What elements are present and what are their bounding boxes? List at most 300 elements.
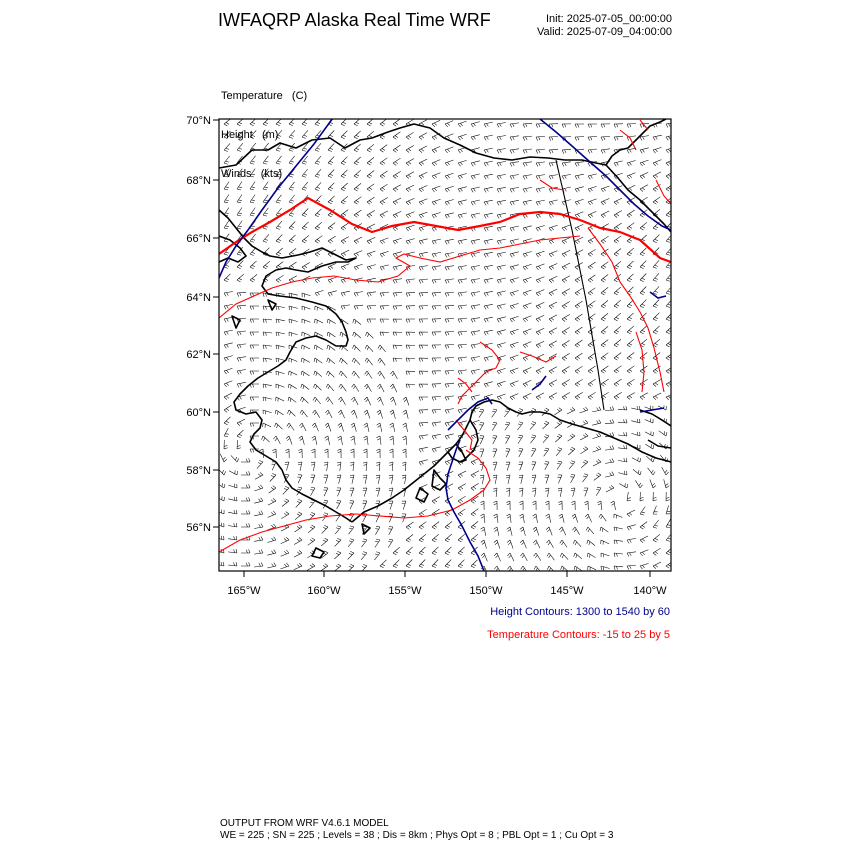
wind-barb [497,239,506,244]
wind-barb [614,249,621,257]
wind-barb [484,148,493,153]
wind-barb [354,292,363,297]
wind-barb [614,300,621,308]
wind-barb [458,357,467,362]
wind-barb [627,161,636,167]
wind-barb [314,371,322,377]
wind-barb [536,264,544,270]
init-time: Init: 2025-07-05_00:00:00 [546,13,672,25]
wind-barb [224,343,233,349]
wind-barb [653,380,661,387]
wind-barb [571,501,575,510]
wind-barb [562,380,570,387]
wind-barb [497,226,506,231]
wind-barb [361,552,367,560]
wind-barb [445,200,454,206]
wind-barb [315,222,322,230]
wind-barb [323,488,328,496]
wind-barb [599,514,606,521]
wind-barb [458,484,466,491]
wind-barb [640,172,648,178]
wind-barb [250,319,259,323]
wind-barb [432,358,441,362]
wind-barb [432,345,441,349]
wind-barb [393,185,401,192]
wind-barb [653,172,661,179]
wind-barb [633,469,641,475]
wind-barb [237,357,246,362]
wind-barb [298,449,302,458]
wind-barb [224,274,231,282]
wind-barb [315,306,323,311]
wind-barb [580,420,588,426]
wind-barb [549,328,557,335]
wind-barb [402,475,406,484]
wind-barb [510,162,519,167]
wind-barb [523,367,531,374]
wind-barb [354,144,361,152]
wind-barb [445,434,454,440]
wind-barb [241,523,250,527]
wind-barb [445,370,454,374]
wind-barb [557,461,562,469]
wind-barb [536,367,544,374]
lat-label: 56°N [186,522,211,534]
wind-barb [326,371,334,377]
wind-barb [536,149,545,154]
wind-barb [432,239,441,244]
wind-barb [287,423,294,430]
wind-barb [507,527,512,536]
wind-barb [327,319,335,324]
wind-barb [325,410,332,418]
wind-barb [471,135,480,141]
wind-barb [267,550,276,556]
wind-barb [640,522,647,530]
wind-barb [471,187,480,192]
wind-barb [471,369,480,374]
wind-barb [445,396,454,401]
wind-barb [640,393,648,400]
wind-barb [575,137,584,141]
wind-barb [224,405,232,412]
wind-barb [445,173,454,179]
wind-barb [614,223,622,230]
wind-barb [664,479,670,488]
wind-barb [351,410,357,418]
wind-barb [480,514,485,523]
wind-barb [406,547,413,555]
lat-label: 58°N [186,465,211,477]
wind-barb [492,409,497,417]
wind-barb [493,501,497,510]
wind-barb [365,332,373,338]
wind-barb [363,449,367,458]
wind-barb [432,160,440,166]
wind-barb [224,417,231,425]
wind-barb [393,198,401,205]
wind-barb [254,511,263,516]
wind-barb [587,553,595,558]
wind-barb [419,447,428,452]
wind-barb [285,449,289,458]
wind-barb [560,540,567,547]
wind-barb [302,263,310,270]
wind-barb [484,330,493,335]
wind-barb [406,292,415,296]
wind-barb [351,436,356,445]
wind-barb [653,135,662,140]
wind-barb [237,195,242,203]
wind-barb [281,537,289,543]
wind-barb [362,539,368,547]
wind-barb [224,304,233,309]
wind-barb [311,475,315,483]
wind-barb [341,291,350,296]
wind-barb [380,184,388,191]
wind-barb [327,358,335,364]
wind-barb [388,527,393,535]
wind-barb [558,475,563,483]
wind-barb [458,292,467,297]
wind-barb [288,397,296,402]
wind-barb [545,475,549,484]
wind-barb [606,485,614,492]
wind-barb [605,472,614,477]
wind-barb [445,121,453,127]
wind-barb [562,263,570,270]
field-height: Height (m) [221,129,279,141]
wind-barb [479,436,484,444]
wind-barb [575,301,583,308]
wind-barb [627,148,636,153]
wind-barb [497,213,506,218]
wind-barb [497,136,506,141]
wind-barb [287,410,295,416]
wind-barb [367,197,375,204]
wind-barb [419,522,426,530]
wind-barb [406,306,415,310]
wind-barb [458,134,467,140]
wind-barb [354,237,362,244]
wind-barb [276,275,284,282]
wind-barb [419,159,427,166]
wind-barb [471,161,480,167]
wind-barb [523,149,532,154]
wind-barb [585,514,591,522]
wind-barb [250,234,256,242]
wind-barb [627,492,631,501]
valid-time: Valid: 2025-07-09_04:00:00 [537,26,672,38]
wind-barb [536,175,545,180]
wind-barb [289,182,295,190]
wind-barb [520,514,525,523]
wind-barb [494,527,499,536]
wind-barb [568,447,575,455]
wind-barb [479,422,484,430]
wind-barb [389,449,393,458]
wind-barb [352,345,360,351]
wind-barb [445,534,452,542]
wind-barb [653,562,661,569]
wind-barb [523,316,531,322]
wind-barb [458,187,467,193]
wind-barb [614,211,622,218]
wind-barb [484,187,493,192]
wind-barb [348,551,354,559]
wind-barb [562,289,570,296]
wind-barb [497,317,506,323]
wind-barb [545,488,549,497]
wind-barb [523,329,531,335]
wind-barb [562,314,570,321]
wind-barb [376,488,380,497]
wind-barb [458,279,467,284]
wind-barb [627,510,635,517]
wind-barb [393,265,402,270]
wind-barb [321,564,329,571]
wind-barb [419,292,428,296]
wind-barb [376,475,380,484]
wind-barb [494,514,499,523]
wind-barb [559,527,566,535]
wind-barb [592,407,601,412]
wind-barb [406,279,415,284]
wind-barb [281,563,290,569]
wind-barb [254,537,263,542]
wind-barb [302,169,308,177]
wind-barb [523,200,532,205]
wind-barb [601,326,608,334]
wind-barb [549,225,558,231]
wind-barb [601,300,608,308]
wind-barb [547,566,555,573]
wind-barb [406,384,415,388]
wind-barb [276,397,284,402]
wind-barb [432,266,441,271]
wind-barb [367,305,376,309]
wind-barb [393,132,400,139]
wind-barb [216,510,224,514]
wind-barb [614,261,621,269]
wind-barb [393,171,401,178]
wind-barb [315,156,321,164]
wind-barb [640,492,644,501]
wind-barb [484,239,493,244]
wind-barb [283,486,289,494]
wind-barb [432,384,441,388]
wind-barb [365,358,373,365]
wind-barb [380,265,389,270]
wind-barb [510,175,519,180]
wind-barb [584,488,588,496]
wind-barb [471,521,478,529]
wind-barb [645,419,653,424]
wind-barb [504,409,510,417]
wind-barb [601,540,609,545]
wind-barb [432,547,439,555]
wind-barb [627,274,634,282]
wind-barb [523,226,532,232]
latitude-labels [186,115,211,534]
wind-barb [458,471,466,478]
wind-barb [544,462,549,470]
wind-barb [471,318,480,323]
wind-barb [592,433,601,439]
wind-barb [432,252,441,257]
wind-barb [432,173,440,179]
lon-label: 140°W [633,585,667,597]
wind-barb [228,549,237,553]
wind-barb [298,462,302,471]
wind-barb [324,449,328,458]
wind-barb [497,149,506,154]
wind-barb [302,182,308,190]
wind-barb [549,149,558,153]
wind-barb [311,462,315,471]
field-winds: Winds (kts) [221,168,283,180]
wind-barb [263,410,272,414]
wind-barb [406,146,414,153]
wind-barb [640,379,648,386]
wind-barb [380,119,387,127]
wind-barb [341,196,348,204]
wind-barb [627,552,636,557]
wind-barb [328,291,337,297]
wind-barb [419,422,428,426]
wind-barb [419,371,428,375]
wind-barb [506,501,510,510]
wind-barb [458,160,467,166]
wind-barb [510,368,518,374]
wind-barb [309,500,315,508]
wind-barb [341,305,350,310]
wind-barb [432,434,441,439]
wind-barb [419,252,428,257]
wind-barb [640,507,645,515]
wind-barb [341,264,349,270]
wind-barb [351,423,357,432]
field-temperature: Temperature (C) [221,90,308,102]
wind-barb [521,566,528,573]
wind-barb [517,422,523,430]
wind-barb [250,423,259,427]
wind-barb [376,449,380,458]
wind-barb [523,123,532,127]
wind-barb [419,460,428,466]
wind-barb [432,522,439,530]
wind-barb [575,314,583,321]
wind-barb [237,331,246,336]
wind-barb [311,449,315,458]
wind-barb [556,448,562,456]
wind-barb [301,358,309,363]
wind-barb [289,195,295,203]
wind-barb [536,226,545,232]
wind-barb [390,410,396,419]
lon-label: 145°W [550,585,584,597]
wind-barb [567,407,575,414]
wind-barb [313,397,321,404]
wind-barb [224,317,233,322]
wind-barb [640,261,646,269]
wind-barb [640,563,649,569]
wind-barb [380,251,389,257]
wind-barb [393,292,402,296]
wind-barb [588,366,596,373]
wind-barb [377,410,383,419]
wind-barb [272,462,277,470]
wind-barb [285,462,289,471]
wind-barb [224,169,229,177]
wind-barb [263,358,272,362]
wind-barb [364,410,370,419]
wind-barb [569,461,575,469]
wind-barb [432,397,441,401]
wind-barb [493,449,498,457]
wind-barb [268,498,276,505]
lat-label: 60°N [186,407,211,419]
wind-barb [419,279,428,284]
wind-barb [445,522,452,530]
wind-barb [458,331,467,336]
wind-barb [523,380,531,387]
wind-barb [255,472,263,479]
wind-barb [627,538,636,543]
wind-barb [484,161,493,166]
wind-barb [575,212,583,218]
wind-barb [286,436,292,445]
wind-barb [257,461,263,469]
wind-barb [263,156,268,164]
wind-barb [653,300,659,308]
wind-barb [250,358,259,362]
wind-barb [237,143,243,151]
wind-barb [341,157,347,165]
wind-barb [281,512,289,519]
wind-barb [224,368,233,374]
wind-barb [605,419,614,423]
wind-barb [250,208,255,216]
wind-barb [614,366,621,373]
wind-barb [484,304,493,309]
wind-barb [614,198,622,205]
wind-barb [601,313,608,321]
wind-barb [367,171,374,179]
wind-barb [263,332,272,336]
wind-barb [575,392,583,399]
wind-barb [364,423,369,432]
wind-barb [471,458,479,465]
wind-barb [378,358,385,365]
wind-barb [510,226,519,231]
wind-barb [562,162,571,167]
wind-barb [267,563,276,568]
wind-barb [640,160,649,166]
wind-barb [315,290,324,296]
wind-barb [471,560,478,568]
wind-barb [666,172,674,179]
wind-barb [367,237,375,244]
wind-barb [419,509,427,516]
wind-barb [523,175,532,180]
wind-barb [507,540,513,549]
wind-barb [351,397,358,405]
wind-barb [250,182,255,190]
wind-barb [268,511,276,517]
wind-barb [393,547,400,555]
wind-barb [445,560,451,568]
